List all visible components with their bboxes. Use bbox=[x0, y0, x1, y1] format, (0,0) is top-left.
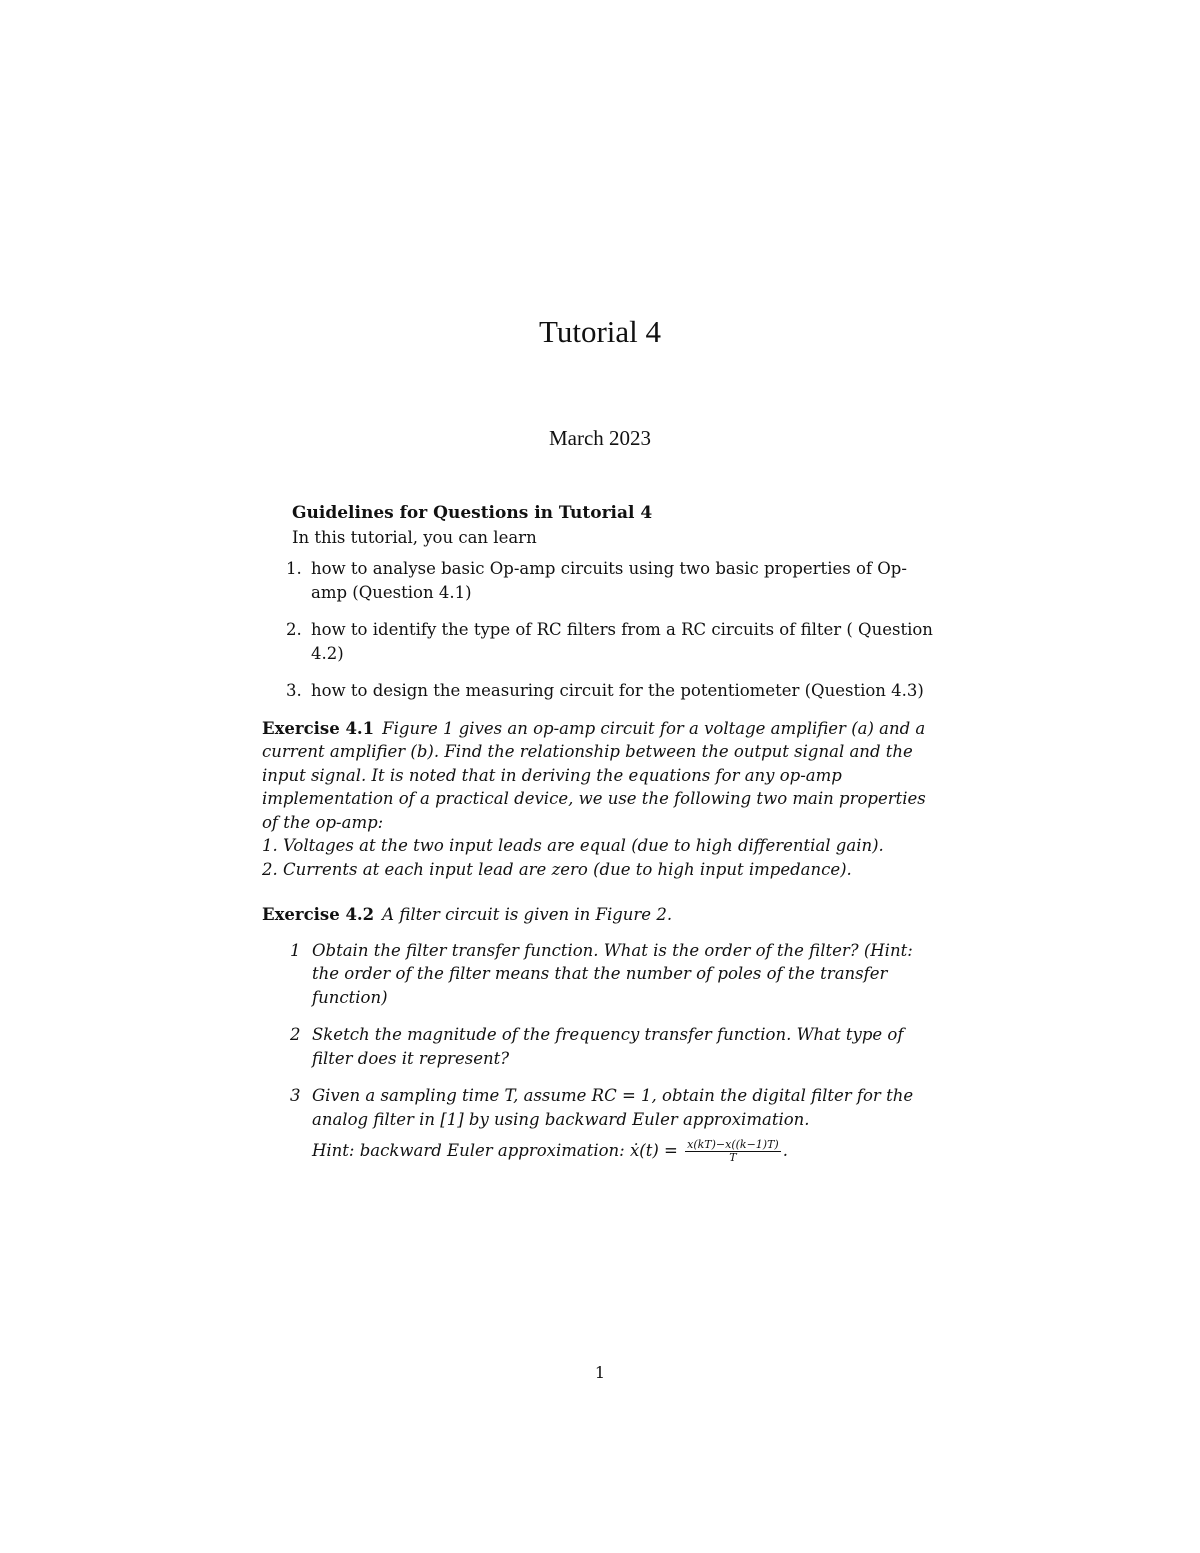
guidelines-intro: In this tutorial, you can learn bbox=[292, 527, 537, 547]
document-title: Tutorial 4 bbox=[538, 314, 662, 349]
list-item-text: how to design the measuring circuit for the potentiometer (Question 4.3) bbox=[311, 681, 924, 700]
hint-prefix: Hint: backward Euler approximation: ẋ(t) = bbox=[312, 1141, 678, 1160]
list-item bbox=[262, 557, 938, 604]
list-item bbox=[262, 618, 938, 665]
list-item bbox=[262, 679, 938, 703]
document-body bbox=[262, 502, 938, 1178]
list-item-number: 3. bbox=[286, 681, 302, 700]
hint-formula bbox=[312, 1139, 938, 1164]
list-item-text: how to identify the type of RC filters from a RC circuits of filter ( Question 4.2) bbox=[311, 620, 933, 663]
list-item bbox=[262, 1084, 938, 1164]
task-number: 1 bbox=[290, 940, 301, 960]
guidelines-list bbox=[262, 557, 938, 703]
exercise-4-1 bbox=[262, 717, 938, 882]
hint-numerator: x(kT)−x((k−1)T) bbox=[687, 1138, 779, 1151]
list-item-number: 2. bbox=[286, 620, 302, 639]
hint-denominator: T bbox=[729, 1151, 737, 1164]
exercise-4-2-tasks bbox=[262, 939, 938, 1165]
exercise-4-1-property-2: 2. Currents at each input lead are zero (due to high input impedance). bbox=[262, 859, 852, 879]
task-text: Sketch the magnitude of the frequency transfer function. What type of filter does it represent? bbox=[312, 1025, 904, 1068]
task-number: 2 bbox=[290, 1025, 301, 1044]
document-date: March 2023 bbox=[548, 426, 652, 450]
list-item bbox=[262, 1023, 938, 1070]
list-item-text: how to analyse basic Op-amp circuits using two basic properties of Op-amp (Question 4.1) bbox=[311, 559, 907, 602]
task-text: Obtain the filter transfer function. What is the order of the filter? (Hint: the order of the filter means that the number of poles of the transfer function) bbox=[312, 940, 913, 1007]
list-item-number: 1. bbox=[286, 559, 302, 578]
exercise-4-2-text: A filter circuit is given in Figure 2. bbox=[382, 905, 673, 924]
exercise-4-1-text: Figure 1 gives an op-amp circuit for a voltage amplifier (a) and a current amplifier (b). Find the relationship between the output signal and the input signal. It is noted that in deriving the equations for any op-amp implementation of a practical device, we use the following two main properties of the op-amp: bbox=[262, 718, 926, 832]
exercise-4-1-property-1: 1. Voltages at the two input leads are equal (due to high differential gain). bbox=[262, 836, 884, 855]
list-item bbox=[262, 939, 938, 1010]
exercise-4-1-label: Exercise 4.1 bbox=[262, 718, 375, 738]
page-number: 1 bbox=[594, 1363, 606, 1382]
hint-fraction bbox=[685, 1139, 781, 1164]
task-text: Given a sampling time T, assume RC = 1, obtain the digital filter for the analog filter in [1] by using backward Euler approximation. bbox=[312, 1086, 914, 1129]
guidelines-heading: Guidelines for Questions in Tutorial 4 bbox=[292, 503, 653, 523]
hint-suffix: . bbox=[782, 1141, 788, 1160]
exercise-4-2 bbox=[262, 903, 938, 1164]
task-number: 3 bbox=[290, 1086, 301, 1105]
exercise-4-2-label: Exercise 4.2 bbox=[262, 905, 375, 924]
